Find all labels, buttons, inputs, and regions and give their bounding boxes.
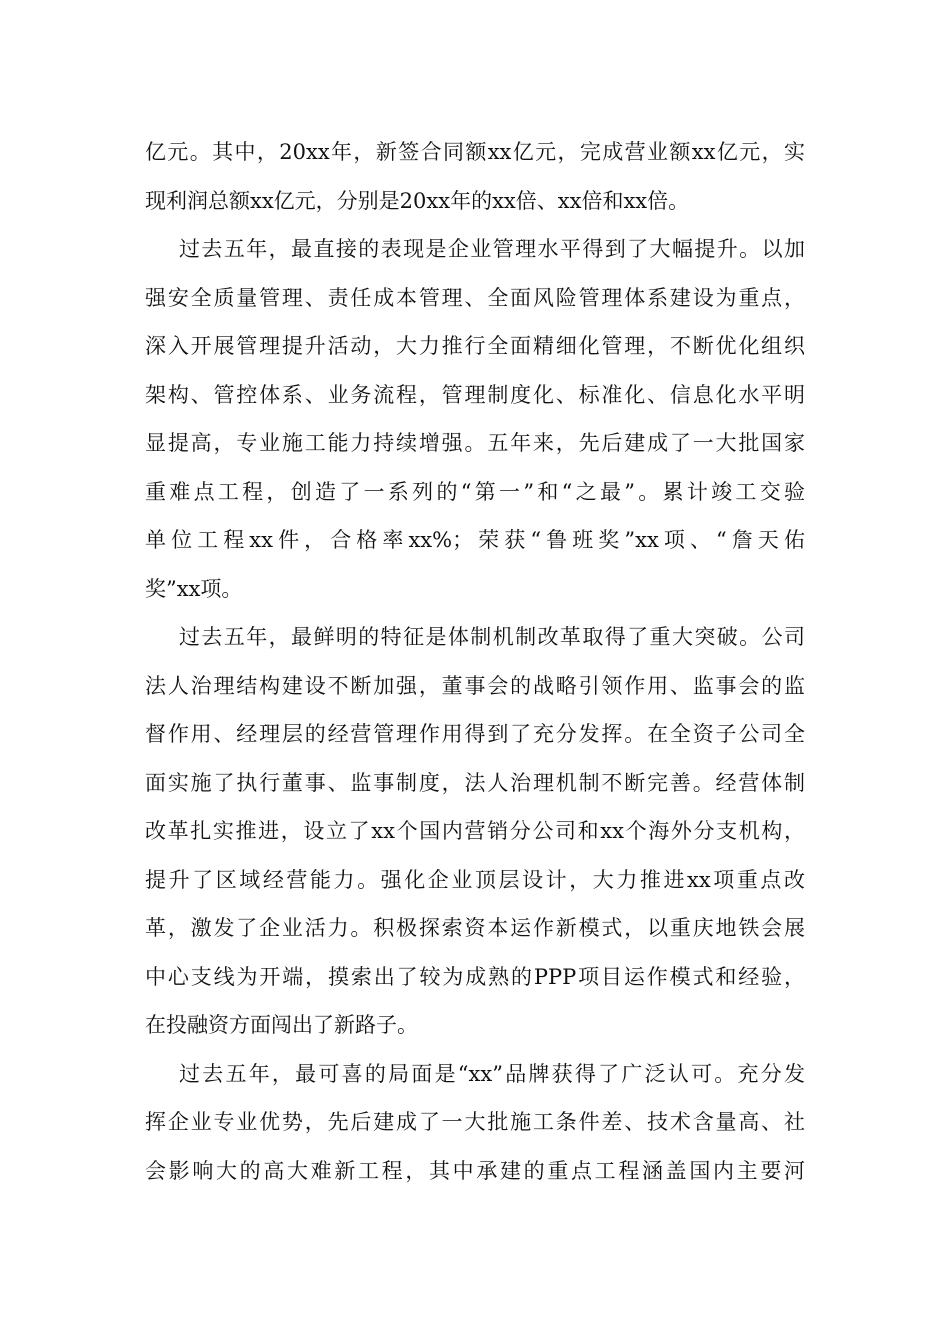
- text-line: 显提高，专业施工能力持续增强。五年来，先后建成了一大批国家: [145, 431, 805, 455]
- text-line: 深入开展管理提升活动，大力推行全面精细化管理，不断优化组织: [145, 334, 805, 358]
- text-line: 会影响大的高大难新工程，其中承建的重点工程涵盖国内主要河: [145, 1158, 805, 1183]
- paragraph-start-line: 过去五年，最鲜明的特征是体制机制改革取得了重大突破。公司: [179, 625, 805, 649]
- text-line: 架构、管控体系、业务流程，管理制度化、标准化、信息化水平明: [145, 382, 805, 407]
- text-line: 亿元。其中，20xx年，新签合同额xx亿元，完成营业额xx亿元，实: [145, 140, 805, 164]
- paragraph-start-line: 过去五年，最直接的表现是企业管理水平得到了大幅提升。以加: [179, 237, 805, 261]
- text-line: 督作用、经理层的经营管理作用得到了充分发挥。在全资子公司全: [145, 722, 805, 746]
- text-line: 奖”xx项。: [145, 576, 243, 601]
- text-line: 在投融资方面闯出了新路子。: [145, 1013, 418, 1037]
- text-line: 中心支线为开端，摸索出了较为成熟的PPP项目运作模式和经验，: [145, 964, 805, 989]
- text-line: 法人治理结构建设不断加强，董事会的战略引领作用、监事会的监: [145, 673, 805, 698]
- text-line: 面实施了执行董事、监事制度，法人治理机制不断完善。经营体制: [145, 770, 805, 795]
- paragraph-start-line: 过去五年，最可喜的局面是“xx”品牌获得了广泛认可。充分发: [179, 1061, 805, 1086]
- text-line: 革，激发了企业活力。积极探索资本运作新模式，以重庆地铁会展: [145, 916, 805, 940]
- text-line: 挥企业专业优势，先后建成了一大批施工条件差、技术含量高、社: [145, 1110, 805, 1134]
- text-line: 单位工程xx件，合格率xx%；荣获“鲁班奖”xx项、“詹天佑: [145, 528, 805, 552]
- text-line: 强安全质量管理、责任成本管理、全面风险管理体系建设为重点，: [145, 285, 805, 310]
- text-line: 现利润总额xx亿元，分别是20xx年的xx倍、xx倍和xx倍。: [145, 188, 690, 213]
- document-body: [145, 128, 805, 1195]
- text-line: 重难点工程，创造了一系列的“第一”和“之最”。累计竣工交验: [145, 479, 805, 504]
- text-line: 提升了区域经营能力。强化企业顶层设计，大力推进xx项重点改: [145, 867, 805, 892]
- text-line: 改革扎实推进，设立了xx个国内营销分公司和xx个海外分支机构，: [145, 819, 805, 843]
